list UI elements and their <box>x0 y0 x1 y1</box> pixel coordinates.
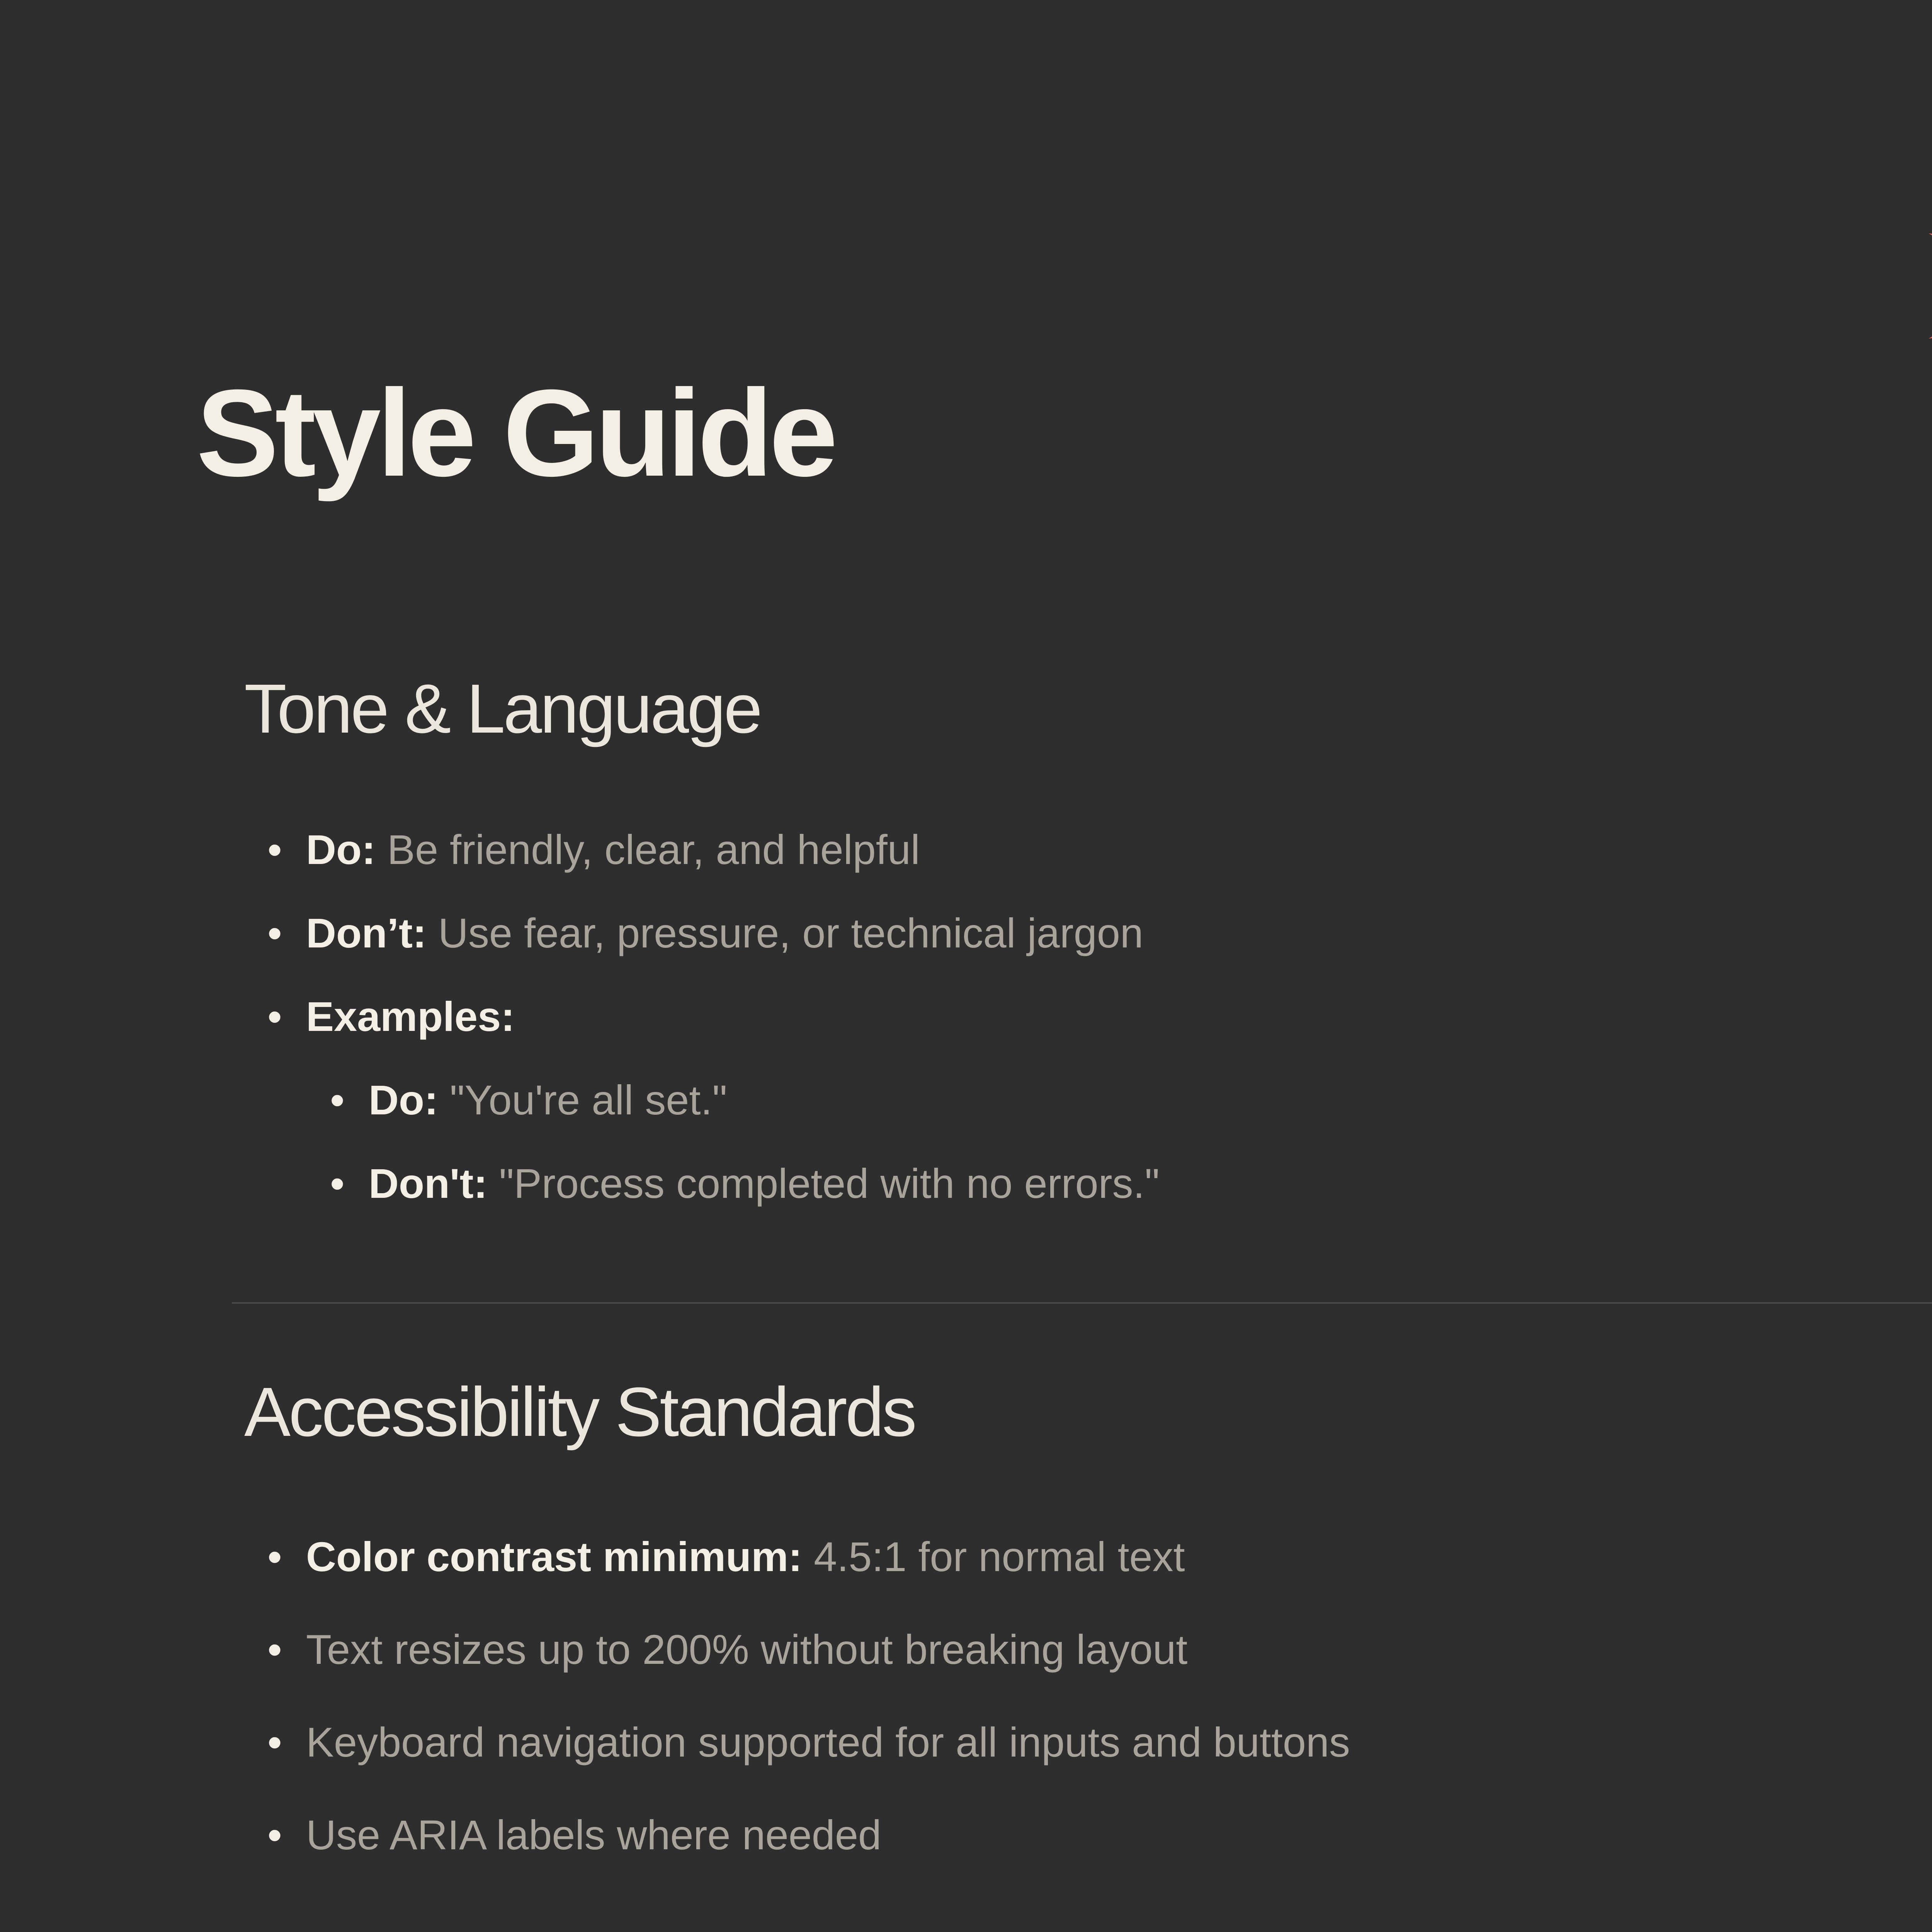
bullet-icon: • <box>267 826 282 873</box>
list-item <box>244 993 1932 1040</box>
accessibility-list <box>244 1533 1932 1858</box>
bullet-icon: • <box>267 1811 282 1858</box>
list-item <box>244 1626 1932 1673</box>
item-text: Keyboard navigation supported for all inputs and buttons <box>306 1719 1350 1765</box>
bullet-icon: • <box>267 993 282 1040</box>
bullet-icon: • <box>267 910 282 956</box>
item-label: Examples: <box>306 993 515 1040</box>
section-heading: Accessibility Standards <box>244 1373 915 1451</box>
list-item <box>244 912 1932 954</box>
item-text: Be friendly, clear, and helpful <box>387 826 920 873</box>
bullet-icon: • <box>330 1160 345 1207</box>
section-divider <box>232 1302 1932 1304</box>
list-item <box>244 826 1932 873</box>
list-item <box>244 1811 1932 1858</box>
item-text: "Process completed with no errors." <box>499 1160 1160 1207</box>
list-item-nested <box>244 1079 1932 1121</box>
list-item <box>244 1533 1932 1580</box>
item-label: Color contrast minimum: <box>306 1533 803 1580</box>
item-label: Do: <box>369 1077 438 1123</box>
tone-list <box>244 826 1932 1207</box>
item-text: Use fear, pressure, or technical jargon <box>438 910 1143 956</box>
section-accessibility <box>244 1373 1932 1858</box>
item-text: "You're all set." <box>449 1077 727 1123</box>
item-label: Don’t: <box>306 910 427 956</box>
section-heading: Tone & Language <box>244 670 761 748</box>
bullet-icon: • <box>330 1077 345 1123</box>
item-label: Don't: <box>369 1160 488 1207</box>
item-label: Do: <box>306 826 376 873</box>
item-text: Use ARIA labels where needed <box>306 1811 881 1858</box>
section-tone-language <box>244 670 1932 1207</box>
bullet-icon: • <box>267 1719 282 1765</box>
item-text: 4.5:1 for normal text <box>814 1533 1185 1580</box>
bullet-icon: • <box>267 1533 282 1580</box>
bullet-icon: • <box>267 1626 282 1673</box>
list-item-nested <box>244 1160 1932 1207</box>
list-item <box>244 1721 1932 1763</box>
page-title: Style Guide <box>196 364 834 502</box>
star-icon <box>1920 112 1932 460</box>
item-text: Text resizes up to 200% without breaking layout <box>306 1626 1188 1673</box>
